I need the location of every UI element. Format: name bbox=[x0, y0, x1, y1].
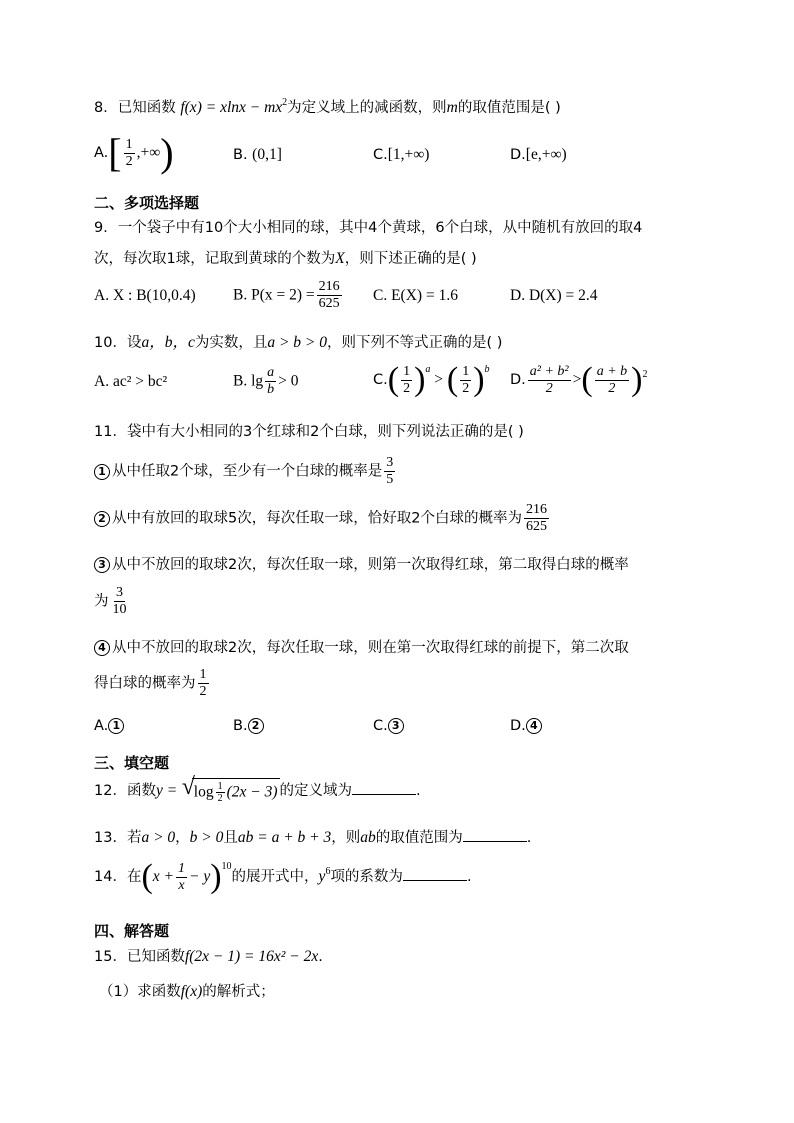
q11-option-c[interactable]: C. 3 bbox=[373, 718, 406, 734]
answer-blank[interactable] bbox=[403, 868, 467, 881]
q10-option-a[interactable]: A. ac² > bc² bbox=[94, 373, 168, 390]
q9-option-d[interactable]: D. D(X) = 2.4 bbox=[510, 287, 598, 304]
question-15-part-1: （1）求函数f(x)的解析式； bbox=[99, 983, 275, 1000]
q8-option-a[interactable]: A.[ $\frac{1}{2}$ ,+∞) bbox=[94, 130, 174, 175]
q9-line2: 次，每次取1球，记取到黄球的个数为X，则下述正确的是( ) bbox=[94, 250, 477, 267]
q10-option-b[interactable]: B. lg $\frac{a}{b}$ > 0 bbox=[233, 365, 299, 397]
circled-4-icon: 4 bbox=[526, 718, 542, 734]
q11-statement-4b: 得白球的概率为 $\frac{1}{2}$ bbox=[94, 667, 207, 699]
section-4-heading: 四、解答题 bbox=[94, 922, 170, 940]
q8-option-b[interactable]: B. (0,1] bbox=[233, 146, 282, 163]
q8-function: f(x) = xlnx − mx bbox=[180, 99, 283, 116]
circled-4-icon: 4 bbox=[94, 640, 110, 656]
q11-option-a[interactable]: A. 1 bbox=[94, 718, 126, 734]
circled-3-icon: 3 bbox=[388, 718, 404, 734]
answer-blank[interactable] bbox=[352, 782, 416, 795]
sqrt-symbol: √ log $\frac{1}{2}$ (2x − 3) bbox=[181, 774, 278, 804]
q11-statement-1: 1 从中任取2个球，至少有一个白球的概率是 $\frac{3}{5}$ bbox=[94, 455, 700, 488]
question-12: 12．函数y = √ log $\frac{1}{2}$ (2x − 3) 的定义域为 . bbox=[94, 774, 421, 804]
circled-2-icon: 2 bbox=[248, 718, 264, 734]
q10-option-c[interactable]: C.( $\frac{1}{2}$ )$^a$ > ( $\frac{1}{2}$ )$^b$ bbox=[373, 361, 490, 398]
q10-option-d[interactable]: D. $\frac{\text{a² + b²}}{2}$ >( $\frac{a + b}{2}$ )$^2$ bbox=[510, 361, 648, 398]
q11-statement-3: 3 从中不放回的取球2次，每次任取一球，则第一次取得红球，第二取得白球的概率 bbox=[94, 553, 700, 574]
question-15: 15．已知函数f(2x − 1) = 16x² − 2x. bbox=[94, 948, 323, 965]
question-14: 14．在(x + $\frac{1}{x}$ − y)$^{10}$的展开式中，$y^6$项的系数为 . bbox=[94, 858, 472, 895]
q9-option-b[interactable]: B. P(x = 2) = $\frac{216}{625}$ bbox=[233, 279, 340, 311]
section-3-heading: 三、填空题 bbox=[94, 754, 170, 772]
section-2-heading: 二、多项选择题 bbox=[94, 194, 200, 212]
q9-option-a[interactable]: A. X : B(10,0.4) bbox=[94, 287, 196, 304]
q8-option-c[interactable]: C.[1,+∞) bbox=[373, 146, 430, 163]
circled-1-icon: 1 bbox=[108, 718, 124, 734]
q11-option-d[interactable]: D. 4 bbox=[510, 718, 544, 734]
q11-option-b[interactable]: B. 2 bbox=[233, 718, 266, 734]
q11-stem: 11．袋中有大小相同的3个红球和2个白球，则下列说法正确的是( ) bbox=[94, 424, 524, 440]
q11-statement-3b: 为 $\frac{3}{10}$ bbox=[94, 585, 127, 617]
question-13: 13．若a > 0，b > 0且ab = a + b + 3，则ab的取值范围为 . bbox=[94, 829, 532, 846]
q11-statement-2: 2 从中有放回的取球5次，每次任取一球，恰好取2个白球的概率为 $\frac{216}{625}$ bbox=[94, 502, 700, 535]
answer-blank[interactable] bbox=[463, 829, 527, 842]
circled-3-icon: 3 bbox=[94, 557, 110, 573]
q8-option-d[interactable]: D.[e,+∞) bbox=[510, 146, 567, 163]
circled-1-icon: 1 bbox=[94, 464, 110, 480]
question-8: 8．已知函数 $f(x) = xlnx - mx^2$为定义域上的减函数，则m的取值范围是( ) bbox=[94, 97, 561, 116]
q11-statement-4: 4 从中不放回的取球2次，每次任取一球，则在第一次取得红球的前提下，第二次取 bbox=[94, 636, 700, 657]
q9-line1: 9．一个袋子中有10个大小相同的球，其中4个黄球，6个白球，从中随机有放回的取4 bbox=[94, 220, 643, 236]
question-10: 10．设a，b，c为实数，且a > b > 0，则下列不等式正确的是( ) bbox=[94, 334, 503, 351]
q9-option-c[interactable]: C. E(X) = 1.6 bbox=[373, 287, 458, 304]
q8-exp: 2 bbox=[282, 97, 288, 108]
circled-2-icon: 2 bbox=[94, 511, 110, 527]
